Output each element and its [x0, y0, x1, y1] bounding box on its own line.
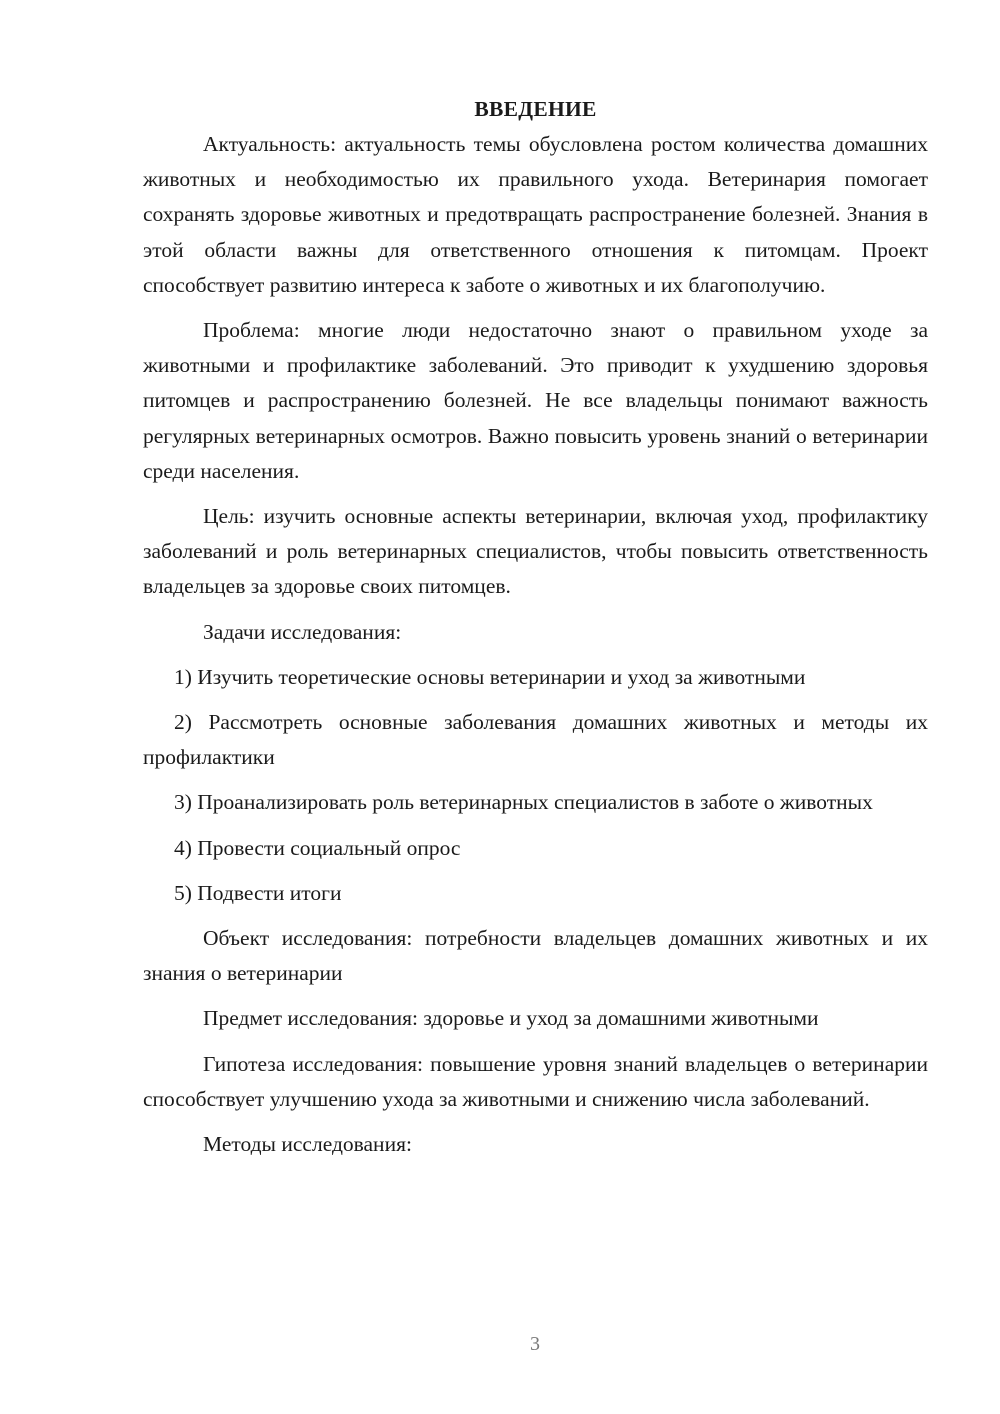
page-number: 3	[530, 1333, 540, 1355]
task-item: 1) Изучить теоретические основы ветеринарии и уход за животными	[174, 664, 806, 689]
task-item: 4) Провести социальный опрос	[174, 835, 461, 860]
paragraph-subject: Предмет исследования: здоровье и уход за домашними животными	[203, 1006, 819, 1031]
task-item: 5) Подвести итоги	[174, 880, 342, 905]
paragraph-methods: Методы исследования:	[203, 1132, 412, 1157]
paragraph-relevance: Актуальность: актуальность темы обусловлена ростом количества домашних животных и необходимостью их правильного ухода. Ветеринария помогает сохранять здоровье животных и предотвращать распространение болезней. Знания в этой области важны для ответственного отношения к питомцам. Проект способствует развитию интереса к заботе о животных и их благополучию.	[143, 132, 928, 297]
paragraph-tasks-heading: Задачи исследования:	[203, 619, 402, 644]
task-item: 2) Рассмотреть основные заболевания домашних животных и методы их профилактики	[143, 710, 928, 770]
task-item: 3) Проанализировать роль ветеринарных специалистов в заботе о животных	[174, 790, 873, 815]
document-page	[143, 92, 928, 1162]
paragraph-problem: Проблема: многие люди недостаточно знают о правильном уходе за животными и профилактике заболеваний. Это приводит к ухудшению здоровья питомцев и распространению болезней. Не все владельцы понимают важность регулярных ветеринарных осмотров. Важно повысить уровень знаний о ветеринарии среди населения.	[143, 318, 928, 483]
paragraph-hypothesis: Гипотеза исследования: повышение уровня знаний владельцев о ветеринарии способствует улучшению ухода за животными и снижению числа заболеваний.	[143, 1051, 928, 1111]
document-title: ВВЕДЕНИЕ	[474, 97, 597, 121]
paragraph-object: Объект исследования: потребности владельцев домашних животных и их знания о ветеринарии	[143, 926, 928, 986]
paragraph-goal: Цель: изучить основные аспекты ветеринарии, включая уход, профилактику заболеваний и роль ветеринарных специалистов, чтобы повысить ответственность владельцев за здоровье своих питомцев.	[143, 504, 928, 599]
